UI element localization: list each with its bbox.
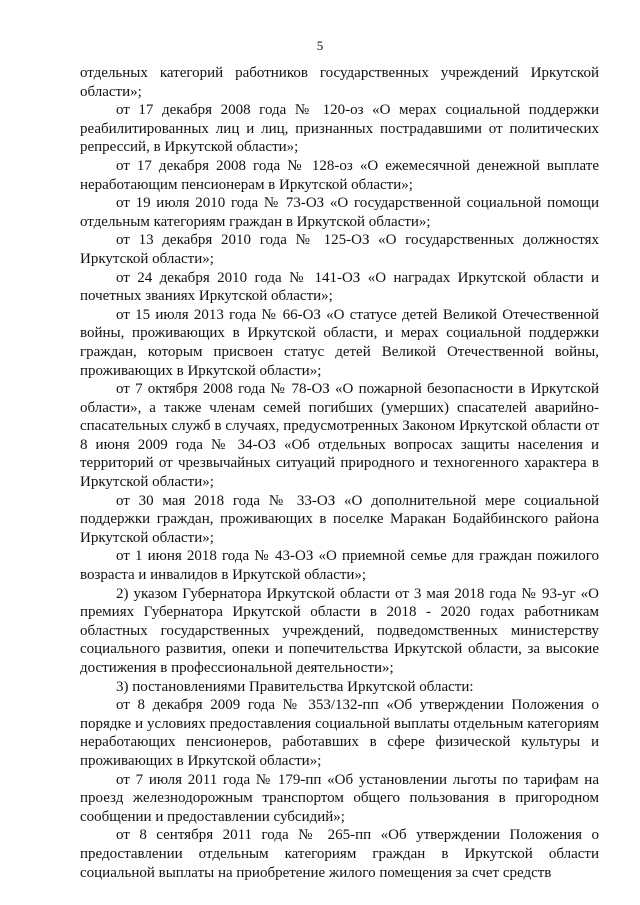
paragraph: 2) указом Губернатора Иркутской области от 3 мая 2018 года № 93-уг «О премиях Губернатора Иркутской области в 2018 - 2020 годах работникам областных государственных учреждений, подведомственных министерству социального развития, опеки и попечительства Иркутской области, за высокие достижения в профессиональной деятельности»; [80,585,599,676]
paragraph: отдельных категорий работников государственных учреждений Иркутской области»; [80,65,599,100]
paragraph: 3) постановлениями Правительства Иркутской области: [116,678,474,695]
paragraph: от 17 декабря 2008 года № 128-оз «О ежемесячной денежной выплате неработающим пенсионерам в Иркутской области»; [80,157,599,193]
paragraph: от 24 декабря 2010 года № 141-ОЗ «О наградах Иркутской области и почетных званиях Иркутской области»; [80,269,599,305]
document-body [80,64,599,882]
paragraph: от 1 июня 2018 года № 43-ОЗ «О приемной семье для граждан пожилого возраста и инвалидов в Иркутской области»; [80,548,599,584]
page-number: 5 [316,38,324,53]
paragraph: от 7 июля 2011 года № 179-пп «Об установлении льготы по тарифам на проезд железнодорожным транспортом общего пользования в пригородном сообщении и предоставлении субсидий»; [80,771,599,825]
paragraph: от 7 октября 2008 года № 78-ОЗ «О пожарной безопасности в Иркутской области», а также членам семей погибших (умерших) спасателей аварийно-спасательных служб в случаях, предусмотренных Законом Иркутской области от 8 июня 2009 года № 34-ОЗ «Об отдельных вопросах защиты населения и территорий от чрезвычайных ситуаций природного и техногенного характера в Иркутской области»; [80,381,599,491]
paragraph: от 17 декабря 2008 года № 120-оз «О мерах социальной поддержки реабилитированных лиц и лиц, признанных пострадавшими от политических репрессий, в Иркутской области»; [80,102,599,156]
paragraph: от 15 июля 2013 года № 66-ОЗ «О статусе детей Великой Отечественной войны, проживающих в Иркутской области, и мерах социальной поддержки граждан, которым присвоен статус детей Великой Отечественной войны, проживающих в Иркутской области»; [80,306,599,379]
paragraph: от 19 июля 2010 года № 73-ОЗ «О государственной социальной помощи отдельным категориям граждан в Иркутской области»; [80,195,599,230]
paragraph: от 8 сентября 2011 года № 265-пп «Об утверждении Положения о предоставлении отдельным категориям граждан в Иркутской области социальной выплаты на приобретение жилого помещения за счет средств [80,827,599,881]
paragraph: от 8 декабря 2009 года № 353/132-пп «Об утверждении Положения о порядке и условиях предоставления социальной выплаты отдельным категориям неработающих пенсионеров, работавших в сфере физической культуры и проживающих в Иркутской области»; [80,697,599,769]
paragraph: от 13 декабря 2010 года № 125-ОЗ «О государственных должностях Иркутской области»; [80,232,599,267]
paragraph: от 30 мая 2018 года № 33-ОЗ «О дополнительной мере социальной поддержки граждан, проживающих в поселке Маракан Бодайбинского района Иркутской области»; [80,492,599,546]
